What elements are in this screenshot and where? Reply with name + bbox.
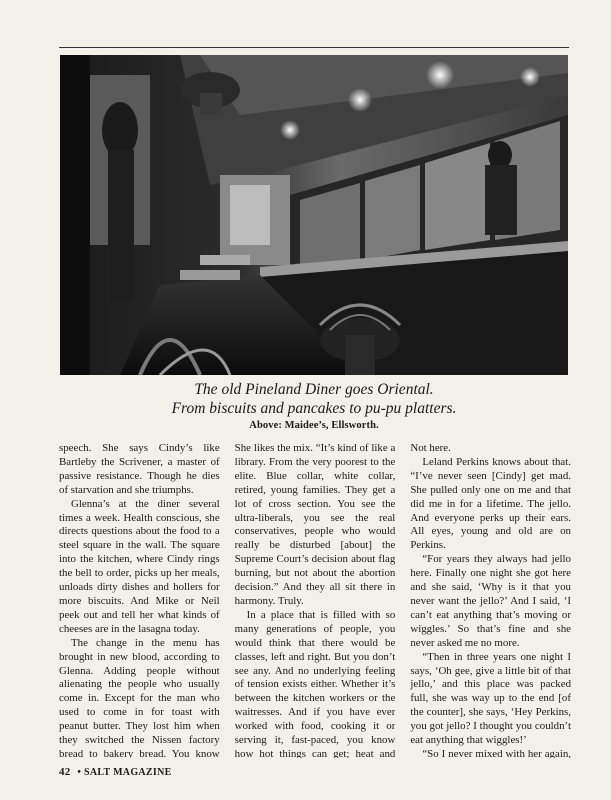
- paragraph: speech. She says Cindy’s like Bartleby the Scrivener, a master of passive resistance. Though he dies of starvation and she triumphs.: [59, 442, 220, 496]
- page-footer: [59, 766, 172, 778]
- publication-name: SALT MAGAZINE: [84, 767, 172, 778]
- caption-credit: Above: Maidee’s, Ellsworth.: [249, 420, 379, 431]
- article-column-1: [59, 442, 220, 758]
- paragraph: In a place that is filled with so many generations of people, you would think that there would be classes, left and right. But you don’t see any. And no underlying feeling of tension exists either. Whether it’s between the kitchen workers or the waitresses. And if you have ever worked with food, cooking it or serving it, fast-paced, you know how hot things can get; heat and: [234, 608, 396, 758]
- page-number: 42: [59, 766, 71, 778]
- top-rule: [59, 47, 569, 48]
- paragraph: “Then in three years one night I says, ‘Oh gee, give a little bit of that jello,’ and this place was packed full, she was way up to the end [of the counter], she says, ‘Hey Perkins, you got jello? I thought you couldn’t eat anything that wiggles!’: [410, 650, 572, 747]
- paragraph: Not here.: [410, 442, 451, 454]
- photo-caption: [60, 380, 568, 431]
- paragraph: “So I never mixed with her again,: [422, 747, 572, 758]
- article-column-2: [235, 442, 396, 758]
- paragraph: She likes the mix. “It’s kind of like a library. From the very poorest to the elite. Blue collar, white collar, retired, young families. They get a lot of cross section. You see the ultra-liberals, you see the real conservatives, people who would really be disturbed [about] the Supreme Court’s decision about flag burning, but not about the abortion decision.” And they all sit there in harmony. Truly.: [234, 442, 396, 607]
- article-body: [59, 442, 571, 758]
- footer-bullet: •: [77, 767, 82, 778]
- article-column-3: [410, 442, 571, 758]
- paragraph: Glenna’s at the diner several times a week. Health conscious, she directs questions about the food to a steel square in the wall. The square into the kitchen, where Cindy rings the bell to order, picks up her meals, unloads dirty dishes and hollers for more biscuits. And Mike or Neil peek out and tell her what kinds of cheeses are in the lasagna today.: [59, 497, 220, 635]
- diner-interior-photo-icon: [60, 55, 568, 375]
- diner-interior-photo: [60, 55, 568, 375]
- paragraph: “For years they always had jello here. Finally one night she got here and she said, ‘Why is it that you never want the jello?’ And I said, ‘I can’t eat anything that’s moving or wiggles.’ So that’s fine and she never asked me no more.: [410, 553, 572, 649]
- caption-line-2: From biscuits and pancakes to pu-pu platters.: [171, 400, 457, 417]
- paragraph: Leland Perkins knows about that. “I’ve never seen [Cindy] get mad. She pulled only one on me and that did me in for a lifetime. The jello. And everyone perks up their ears. All eyes, young and old are on Perkins.: [410, 455, 572, 552]
- paragraph: The change in the menu has brought in new blood, according to Glenna. Adding people without alienating the people who usually come in. Except for the man who used to come in for toast with peanut butter. They lost him when they switched the Nissen factory bread to bakery bread. You know: [59, 636, 220, 758]
- caption-line-1: The old Pineland Diner goes Oriental.: [194, 381, 434, 398]
